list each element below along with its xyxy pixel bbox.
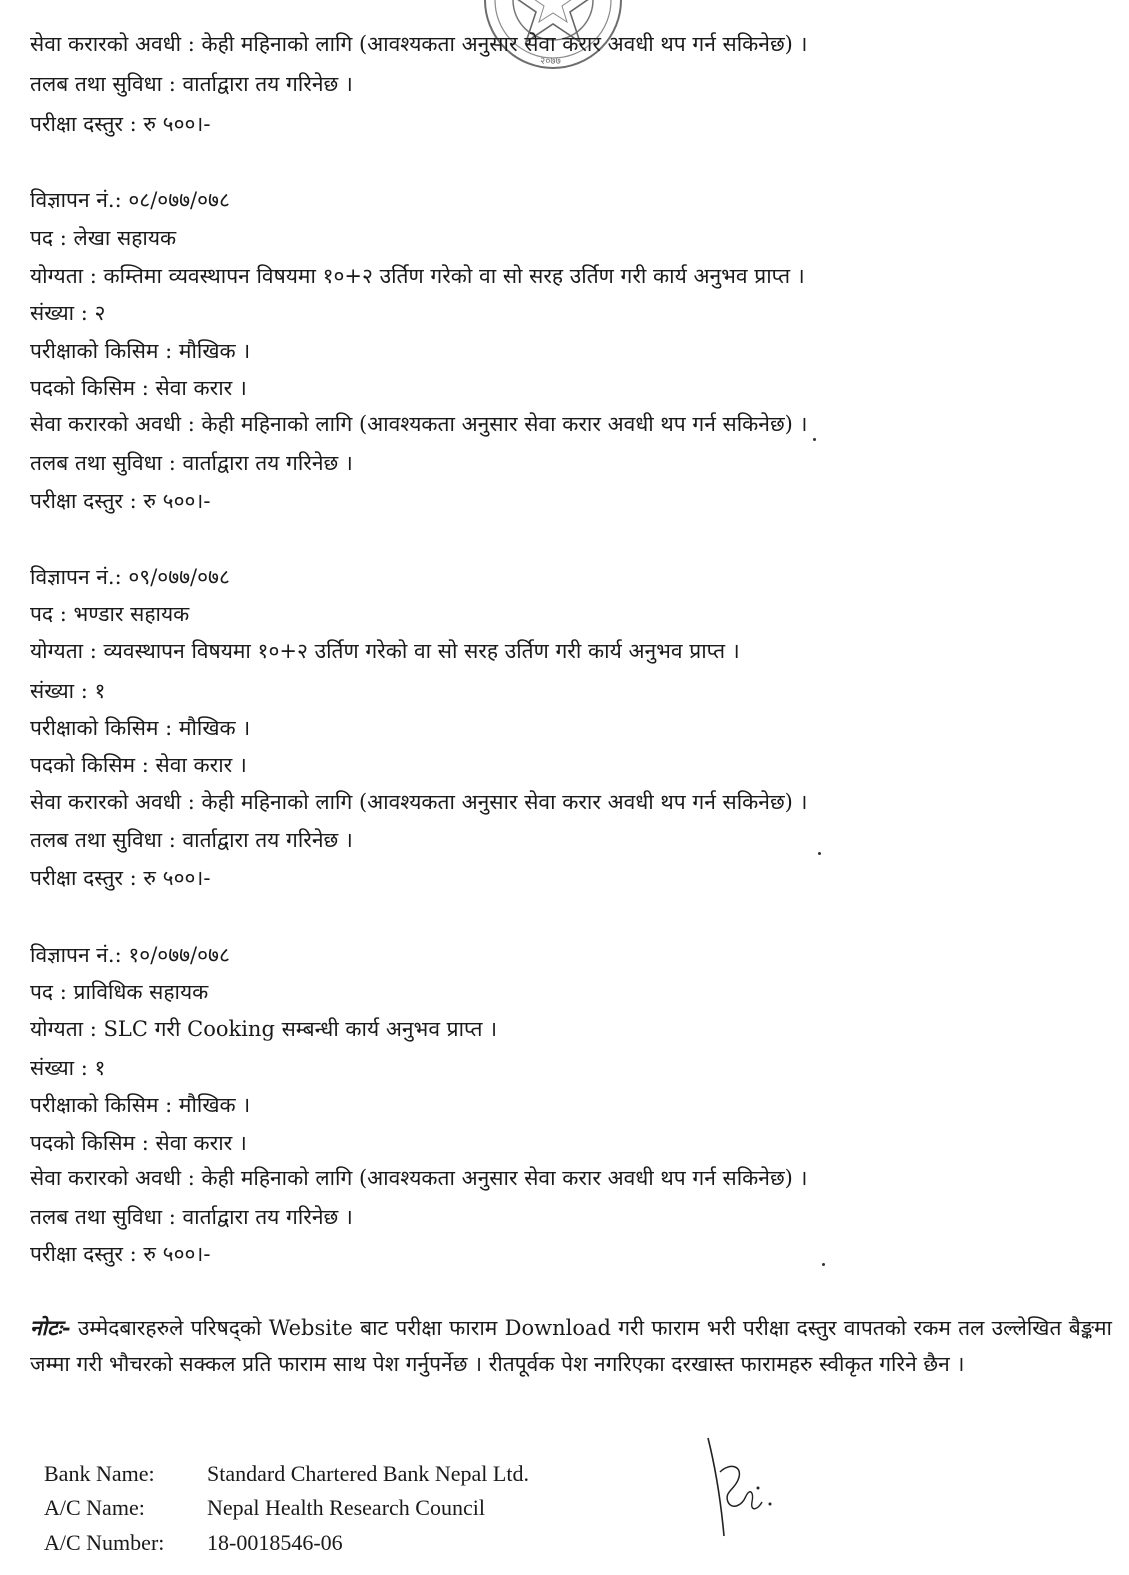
ad-post: पद : प्राविधिक सहायक: [30, 980, 209, 1004]
top-salary: तलब तथा सुविधा : वार्ताद्वारा तय गरिनेछ ।: [30, 72, 353, 96]
top-duration: सेवा करारको अवधी : केही महिनाको लागि (आवश्यकता अनुसार सेवा करार अवधी थप गर्न सकिनेछ) ।: [30, 32, 808, 56]
seal-text: २०७७: [540, 56, 561, 67]
ad-qualification: योग्यता : SLC गरी Cooking सम्बन्धी कार्य अनुभव प्राप्त ।: [30, 1017, 498, 1041]
ad-count: संख्या : १: [30, 1056, 106, 1080]
ad-post: पद : लेखा सहायक: [30, 226, 177, 250]
ac-number-value: 18-0018546-06: [207, 1530, 343, 1555]
ad-fee: परीक्षा दस्तुर : रु ५००।-: [30, 866, 211, 890]
bank-name-value: Standard Chartered Bank Nepal Ltd.: [207, 1461, 529, 1486]
signature-icon: [700, 1432, 780, 1542]
ad-fee: परीक्षा दस्तुर : रु ५००।-: [30, 489, 211, 513]
bank-name-row: [44, 1460, 529, 1488]
ad-post: पद : भण्डार सहायक: [30, 602, 190, 626]
ac-number-row: [44, 1529, 343, 1557]
ad-number: विज्ञापन नं.: ०८/०७७/०७८: [30, 188, 230, 212]
ad-exam-type: परीक्षाको किसिम : मौखिक ।: [30, 339, 251, 363]
note-text: उम्मेदबारहरुले परिषद्को Website बाट परीक्षा फाराम Download गरी फाराम भरी परीक्षा दस्तुर वापतको रकम तल उल्लेखित बैङ्कमा जम्मा गरी भौचरको सक्कल प्रति फाराम साथ पेश गर्नुपर्नेछ । रीतपूर्वक पेश नगरिएका दरखास्त फारामहरु स्वीकृत गरिने छैन ।: [30, 1316, 1112, 1376]
scan-speck: [813, 438, 816, 441]
scan-speck: [818, 852, 821, 855]
ad-salary: तलब तथा सुविधा : वार्ताद्वारा तय गरिनेछ ।: [30, 828, 353, 852]
ad-exam-type: परीक्षाको किसिम : मौखिक ।: [30, 1093, 251, 1117]
ad-fee: परीक्षा दस्तुर : रु ५००।-: [30, 1242, 211, 1266]
ad-count: संख्या : १: [30, 679, 106, 703]
ad-qualification: योग्यता : कम्तिमा व्यवस्थापन विषयमा १०+२ उर्तिण गरेको वा सो सरह उर्तिण गरी कार्य अनुभव प्राप्त ।: [30, 264, 805, 288]
ac-name-label: A/C Name:: [44, 1495, 145, 1520]
ad-number: विज्ञापन नं.: ०९/०७७/०७८: [30, 565, 230, 589]
ac-number-label: A/C Number:: [44, 1530, 165, 1555]
ad-salary: तलब तथा सुविधा : वार्ताद्वारा तय गरिनेछ ।: [30, 1205, 353, 1229]
ad-salary: तलब तथा सुविधा : वार्ताद्वारा तय गरिनेछ ।: [30, 451, 353, 475]
note-paragraph: [30, 1310, 1112, 1382]
ad-duration: सेवा करारको अवधी : केही महिनाको लागि (आवश्यकता अनुसार सेवा करार अवधी थप गर्न सकिनेछ) ।: [30, 412, 808, 436]
ac-name-value: Nepal Health Research Council: [207, 1495, 485, 1520]
scan-speck: [822, 1263, 825, 1266]
ad-post-type: पदको किसिम : सेवा करार ।: [30, 376, 247, 400]
ad-count: संख्या : २: [30, 301, 106, 325]
ad-post-type: पदको किसिम : सेवा करार ।: [30, 753, 247, 777]
ad-duration: सेवा करारको अवधी : केही महिनाको लागि (आवश्यकता अनुसार सेवा करार अवधी थप गर्न सकिनेछ) ।: [30, 1166, 808, 1190]
ad-exam-type: परीक्षाको किसिम : मौखिक ।: [30, 716, 251, 740]
ad-qualification: योग्यता : व्यवस्थापन विषयमा १०+२ उर्तिण गरेको वा सो सरह उर्तिण गरी कार्य अनुभव प्राप्त ।: [30, 639, 740, 663]
note-label: नोटः-: [30, 1315, 71, 1340]
top-fee: परीक्षा दस्तुर : रु ५००।-: [30, 112, 211, 136]
ad-number: विज्ञापन नं.: १०/०७७/०७८: [30, 943, 230, 967]
ac-name-row: [44, 1494, 485, 1522]
ad-duration: सेवा करारको अवधी : केही महिनाको लागि (आवश्यकता अनुसार सेवा करार अवधी थप गर्न सकिनेछ) ।: [30, 790, 808, 814]
bank-name-label: Bank Name:: [44, 1461, 155, 1486]
ad-post-type: पदको किसिम : सेवा करार ।: [30, 1131, 247, 1155]
